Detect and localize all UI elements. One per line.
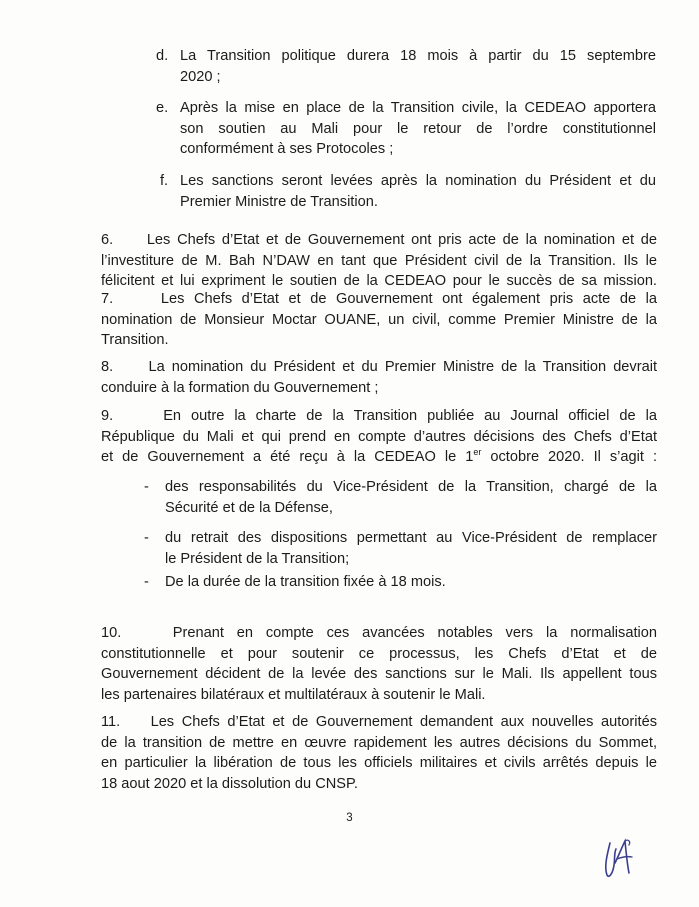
text-line: Après la mise en place de la Transition civile, la CEDEAO apportera xyxy=(180,100,656,116)
text-line: 2020 ; xyxy=(180,68,221,85)
text-line: République du Mali et qui prend en compte d’autres décisions des Chefs d’Etat xyxy=(101,428,657,445)
text-line: La Transition politique durera 18 mois à partir du 15 septembre xyxy=(180,48,656,64)
text-line: Gouvernement décident de la levée des sanctions sur le Mali. Ils appellent tous xyxy=(101,666,657,682)
text-line: le Président de la Transition; xyxy=(165,550,350,567)
bullet-item xyxy=(144,477,657,518)
list-item-e xyxy=(156,98,656,160)
text-line: conduire à la formation du Gouvernement ; xyxy=(101,379,379,396)
page-number: 3 xyxy=(346,812,353,824)
ordinal-superscript: er xyxy=(473,447,482,458)
text-line: nomination de Monsieur Moctar OUANE, un civil, comme Premier Ministre de la xyxy=(101,311,657,328)
bullet-dash: - xyxy=(144,479,149,495)
text-line: De la durée de la transition fixée à 18 mois. xyxy=(165,574,446,590)
list-letter: f. xyxy=(160,173,169,189)
text-line: conformément à ses Protocoles ; xyxy=(180,141,394,157)
text-line xyxy=(101,447,657,468)
bullet-dash: - xyxy=(144,530,149,546)
text-line: constitutionnelle et pour soutenir ce processus, les Chefs d’Etat et de xyxy=(101,645,657,662)
bullet-item xyxy=(144,572,657,593)
paragraph-9 xyxy=(101,406,657,468)
handwritten-initials xyxy=(598,833,642,881)
paragraph-6 xyxy=(101,230,657,292)
bullet-dash: - xyxy=(144,574,149,590)
text-line: Transition. xyxy=(101,332,169,348)
paragraph-8 xyxy=(101,357,657,398)
list-item-f xyxy=(160,171,656,212)
paragraph-10 xyxy=(101,623,657,705)
text-fragment: octobre 2020. Il s’agit : xyxy=(481,449,658,465)
text-line: félicitent et lui expriment le soutien de la CEDEAO pour le succès de sa mission. xyxy=(101,273,657,289)
text-line: 6. Les Chefs d’Etat et de Gouvernement ont pris acte de la nomination et de xyxy=(101,232,657,248)
text-line: l’investiture de M. Bah N’DAW en tant que Président civil de la Transition. Ils le xyxy=(101,252,657,269)
text-line: Premier Ministre de Transition. xyxy=(180,193,378,210)
text-line: de la transition de mettre en œuvre rapidement les autres décisions du Sommet, xyxy=(101,734,657,751)
text-line: 9. En outre la charte de la Transition publiée au Journal officiel de la xyxy=(101,408,657,424)
bullet-item xyxy=(144,528,657,569)
text-line: du retrait des dispositions permettant au Vice-Président de remplacer xyxy=(165,530,657,546)
text-fragment: et de Gouvernement a été reçu à la CEDEAO le 1 xyxy=(101,449,474,465)
list-item-d xyxy=(156,46,656,87)
text-line: en particulier la libération de tous les officiels militaires et civils arrêtés depuis le xyxy=(101,755,657,771)
text-line: des responsabilités du Vice-Président de la Transition, chargé de la xyxy=(165,479,657,495)
text-line: Sécurité et de la Défense, xyxy=(165,499,333,516)
text-line: son soutien au Mali pour le retour de l’ordre constitutionnel xyxy=(180,120,656,137)
paragraph-11 xyxy=(101,712,657,794)
text-line: 11. Les Chefs d’Etat et de Gouvernement demandent aux nouvelles autorités xyxy=(101,714,657,730)
text-line: 10. Prenant en compte ces avancées notables vers la normalisation xyxy=(101,625,657,641)
text-line: 7. Les Chefs d’Etat et de Gouvernement ont également pris acte de la xyxy=(101,291,657,307)
list-letter: d. xyxy=(156,48,169,64)
text-line: 18 aout 2020 et la dissolution du CNSP. xyxy=(101,775,358,792)
list-letter: e. xyxy=(156,100,169,116)
text-line: les partenaires bilatéraux et multilatéraux à soutenir le Mali. xyxy=(101,686,486,703)
text-line: 8. La nomination du Président et du Premier Ministre de la Transition devrait xyxy=(101,359,657,375)
text-line: Les sanctions seront levées après la nomination du Président et du xyxy=(180,173,656,189)
paragraph-7 xyxy=(101,289,657,351)
